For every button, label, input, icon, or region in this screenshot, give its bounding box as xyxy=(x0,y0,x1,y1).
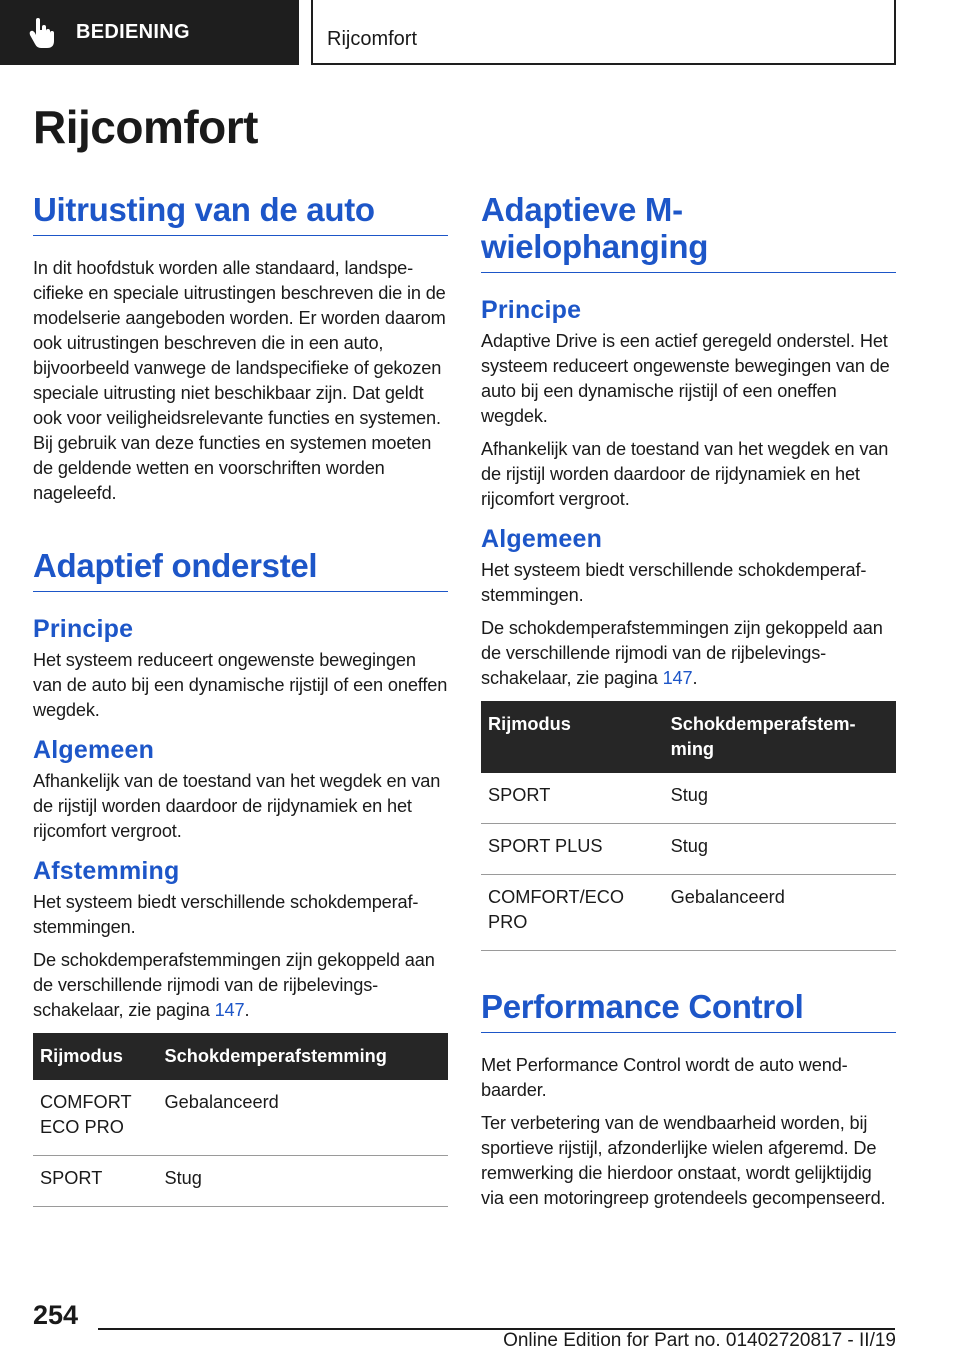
afstemming-paragraph-2: De schokdemperafstemmingen zijn gekoppeld aan de verschillende rijmodi van de rijbelevingsschakelaar, zie pagina 147. xyxy=(33,949,435,1020)
subheading-algemeen: Algemeen xyxy=(481,524,603,553)
table-row xyxy=(33,1080,448,1156)
column-header: Schokdemperafstemming xyxy=(158,1033,449,1080)
subheading-algemeen: Algemeen xyxy=(33,735,155,764)
page-title: Rijcomfort xyxy=(33,101,258,153)
afstemming-paragraph-1: Het systeem biedt verschillende schokdemperafstemmingen. xyxy=(33,891,419,937)
principe-paragraph-2: Afhankelijk van de toestand van het wegdek en van de rijstijl worden daardoor de rijdynamiek en het rijcomfort vergroot. xyxy=(481,438,889,509)
heading-adaptief-onderstel: Adaptief onderstel xyxy=(33,548,448,592)
page-reference-link[interactable]: 147 xyxy=(214,999,245,1020)
algemeen-paragraph-2: De schokdemperafstemmingen zijn gekoppeld aan de verschillende rijmodi van de rijbelevingsschakelaar, zie pagina 147. xyxy=(481,617,883,688)
page-number: 254 xyxy=(33,1300,79,1330)
table-cell-value: Stug xyxy=(158,1155,449,1206)
column-header: Rijmodus xyxy=(33,1033,158,1080)
chapter-title: Rijcomfort xyxy=(327,28,418,50)
table-cell-value: Stug xyxy=(664,773,896,824)
algemeen-paragraph-1: Het systeem biedt verschillende schokdemperafstemmingen. xyxy=(481,559,867,605)
section-tab xyxy=(0,0,299,65)
principe-paragraph-1: Adaptive Drive is een actief geregeld onderstel. Het systeem reduceert ongewenste bewegingen van de auto bij een dynamische rijstijl of een oneffen wegdek. xyxy=(481,330,890,426)
performance-paragraph-2: Ter verbetering van de wendbaarheid worden, bij sportieve rijstijl, afzonderlijke wielen afgeremd. De remwerking die hierdoor onstaat, wordt gelijktijdig via een motoringreep grotendeels gecompenseerd. xyxy=(481,1112,886,1208)
table-header-row xyxy=(481,701,896,773)
heading-performance-control: Performance Control xyxy=(481,989,896,1033)
heading-uitrusting: Uitrusting van de auto xyxy=(33,192,448,236)
table-cell-mode: SPORT PLUS xyxy=(481,823,664,874)
table-cell-value: Stug xyxy=(664,823,896,874)
left-column xyxy=(33,192,448,1207)
hand-pointer-icon xyxy=(22,13,62,53)
heading-adaptieve-m-wielophanging: Adaptieve M-wielophanging xyxy=(481,192,896,273)
page-reference-link[interactable]: 147 xyxy=(662,667,693,688)
chapter-header xyxy=(311,0,896,65)
table-row xyxy=(33,1155,448,1206)
algemeen-paragraph: Afhankelijk van de toestand van het wegdek en van de rijstijl worden daardoor de rijdynamiek en het rijcomfort vergroot. xyxy=(33,770,441,841)
table-cell-mode: SPORT xyxy=(481,773,664,824)
subheading-principe: Principe xyxy=(481,295,582,324)
table-cell-mode: COMFORT ECO PRO xyxy=(33,1080,158,1156)
table-cell-value: Gebalanceerd xyxy=(664,874,896,950)
column-header: Schokdemperafstemming xyxy=(664,701,896,773)
shock-absorber-table xyxy=(481,701,896,951)
table-row xyxy=(481,823,896,874)
section-label: BEDIENING xyxy=(76,21,190,43)
table-row xyxy=(481,773,896,824)
principe-paragraph: Het systeem reduceert ongewenste bewegingen van de auto bij een dynamische rijstijl of een oneffen wegdek. xyxy=(33,649,448,720)
table-cell-mode: COMFORT/ECO PRO xyxy=(481,874,664,950)
table-cell-mode: SPORT xyxy=(33,1155,158,1206)
table-cell-value: Gebalanceerd xyxy=(158,1080,449,1156)
shock-absorber-table xyxy=(33,1033,448,1207)
table-row xyxy=(481,874,896,950)
right-column xyxy=(481,192,896,1211)
subheading-principe: Principe xyxy=(33,614,134,643)
intro-paragraph: In dit hoofdstuk worden alle standaard, landspecifieke en speciale uitrustingen beschreven die in de modelserie aangeboden worden. Er worden daarom ook uitrustingen beschreven die in een auto, bijvoorbeeld vanwege de landspecifieke of gekozen speciale uitrusting niet beschikbaar zijn. Dat geldt ook voor veiligheidsrelevante functies en systemen. Bij gebruik van deze functies en systemen moeten de geldende wetten en voorschriften worden nageleefd. xyxy=(33,257,446,503)
subheading-afstemming: Afstemming xyxy=(33,856,180,885)
performance-paragraph-1: Met Performance Control wordt de auto wendbaarder. xyxy=(481,1054,848,1100)
edition-note: Online Edition for Part no. 01402720817 - II/19 xyxy=(503,1330,896,1351)
table-header-row xyxy=(33,1033,448,1080)
column-header: Rijmodus xyxy=(481,701,664,773)
